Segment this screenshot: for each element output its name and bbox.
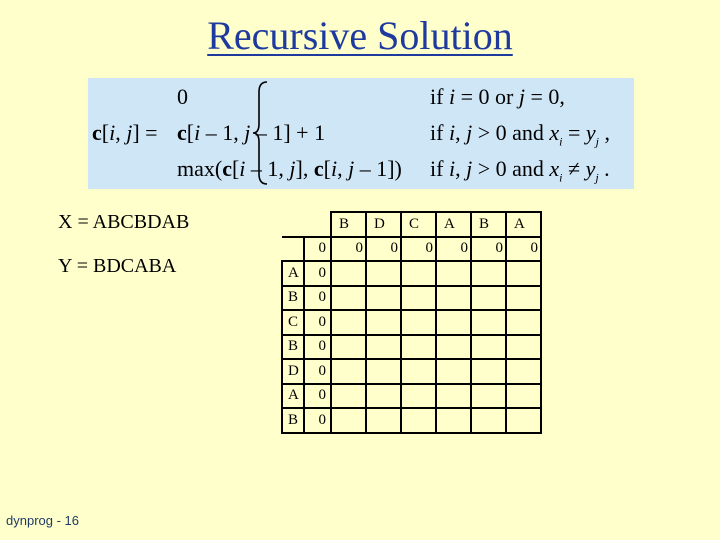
empty-cell: [366, 335, 401, 360]
recurrence-lhs: c[i, j] =: [92, 120, 158, 145]
empty-cell: [401, 359, 436, 384]
x-sequence-label: X = ABCBDAB: [58, 211, 190, 233]
col-header: A: [506, 212, 541, 237]
table-cell: 0: [304, 384, 331, 409]
col-header: B: [471, 212, 506, 237]
empty-cell: [471, 310, 506, 335]
case-1-condition: if i, j > 0 and $x_i = y_j$ ,: [430, 120, 611, 149]
empty-cell: [401, 286, 436, 311]
table-row: [282, 261, 541, 286]
empty-cell: [331, 408, 366, 433]
empty-cell: [366, 408, 401, 433]
case-0-expr: 0: [177, 84, 188, 109]
recurrence-formula: [88, 78, 634, 189]
empty-cell: [331, 359, 366, 384]
empty-cell: [506, 335, 541, 360]
empty-cell: [401, 408, 436, 433]
empty-cell: [506, 310, 541, 335]
empty-cell: [401, 384, 436, 409]
empty-cell: [471, 286, 506, 311]
table-cell: 0: [304, 261, 331, 286]
table-cell: 0: [506, 237, 541, 262]
empty-cell: [366, 359, 401, 384]
empty-cell: [471, 335, 506, 360]
table-cell: 0: [471, 237, 506, 262]
slide-title: Recursive Solution: [207, 13, 513, 58]
y-sequence-label: Y = BDCABA: [58, 255, 177, 277]
table-cell: 0: [331, 237, 366, 262]
header-row: [282, 212, 541, 237]
table-cell: 0: [401, 237, 436, 262]
empty-cell: [436, 335, 471, 360]
empty-cell: [436, 408, 471, 433]
table-cell: 0: [304, 286, 331, 311]
empty-cell: [401, 310, 436, 335]
empty-cell: [471, 359, 506, 384]
col-header: B: [331, 212, 366, 237]
empty-cell: [471, 261, 506, 286]
case-2-condition: if i, j > 0 and $x_i \ne y_j$ .: [430, 156, 610, 185]
empty-cell: [366, 286, 401, 311]
table-row: [282, 310, 541, 335]
row-label: C: [282, 310, 304, 335]
empty-cell: [366, 310, 401, 335]
case-1-expr: c[i – 1, j – 1] + 1: [177, 120, 326, 145]
table-row: [282, 384, 541, 409]
table-cell: 0: [436, 237, 471, 262]
slide-footer: dynprog - 16: [6, 513, 79, 528]
lcs-table: [281, 211, 542, 434]
empty-cell: [506, 359, 541, 384]
empty-cell: [506, 286, 541, 311]
empty-cell: [366, 384, 401, 409]
zero-row: [282, 237, 541, 262]
empty-cell: [331, 261, 366, 286]
row-label: A: [282, 261, 304, 286]
table-cell: 0: [304, 359, 331, 384]
row-label: D: [282, 359, 304, 384]
empty-cell: [436, 359, 471, 384]
row-label: B: [282, 335, 304, 360]
empty-cell: [471, 384, 506, 409]
empty-cell: [331, 384, 366, 409]
table-cell: 0: [366, 237, 401, 262]
row-label: B: [282, 286, 304, 311]
col-header: D: [366, 212, 401, 237]
row-label: B: [282, 408, 304, 433]
empty-cell: [366, 261, 401, 286]
empty-cell: [401, 335, 436, 360]
empty-cell: [471, 408, 506, 433]
table-cell: 0: [304, 237, 331, 262]
table-row: [282, 359, 541, 384]
empty-cell: [401, 261, 436, 286]
col-header: C: [401, 212, 436, 237]
empty-cell: [331, 310, 366, 335]
empty-cell: [282, 237, 304, 262]
table-cell: 0: [304, 408, 331, 433]
table-row: [282, 286, 541, 311]
empty-cell: [436, 286, 471, 311]
empty-cell: [436, 310, 471, 335]
empty-cell: [506, 261, 541, 286]
empty-cell: [331, 286, 366, 311]
corner-cell: [282, 212, 331, 237]
empty-cell: [506, 384, 541, 409]
case-0-condition: if i = 0 or j = 0,: [430, 84, 565, 109]
case-2-expr: max(c[i – 1, j], c[i, j – 1]): [177, 156, 402, 181]
table-row: [282, 408, 541, 433]
table-cell: 0: [304, 335, 331, 360]
col-header: A: [436, 212, 471, 237]
empty-cell: [506, 408, 541, 433]
table-cell: 0: [304, 310, 331, 335]
empty-cell: [436, 261, 471, 286]
table-row: [282, 335, 541, 360]
row-label: A: [282, 384, 304, 409]
empty-cell: [331, 335, 366, 360]
empty-cell: [436, 384, 471, 409]
